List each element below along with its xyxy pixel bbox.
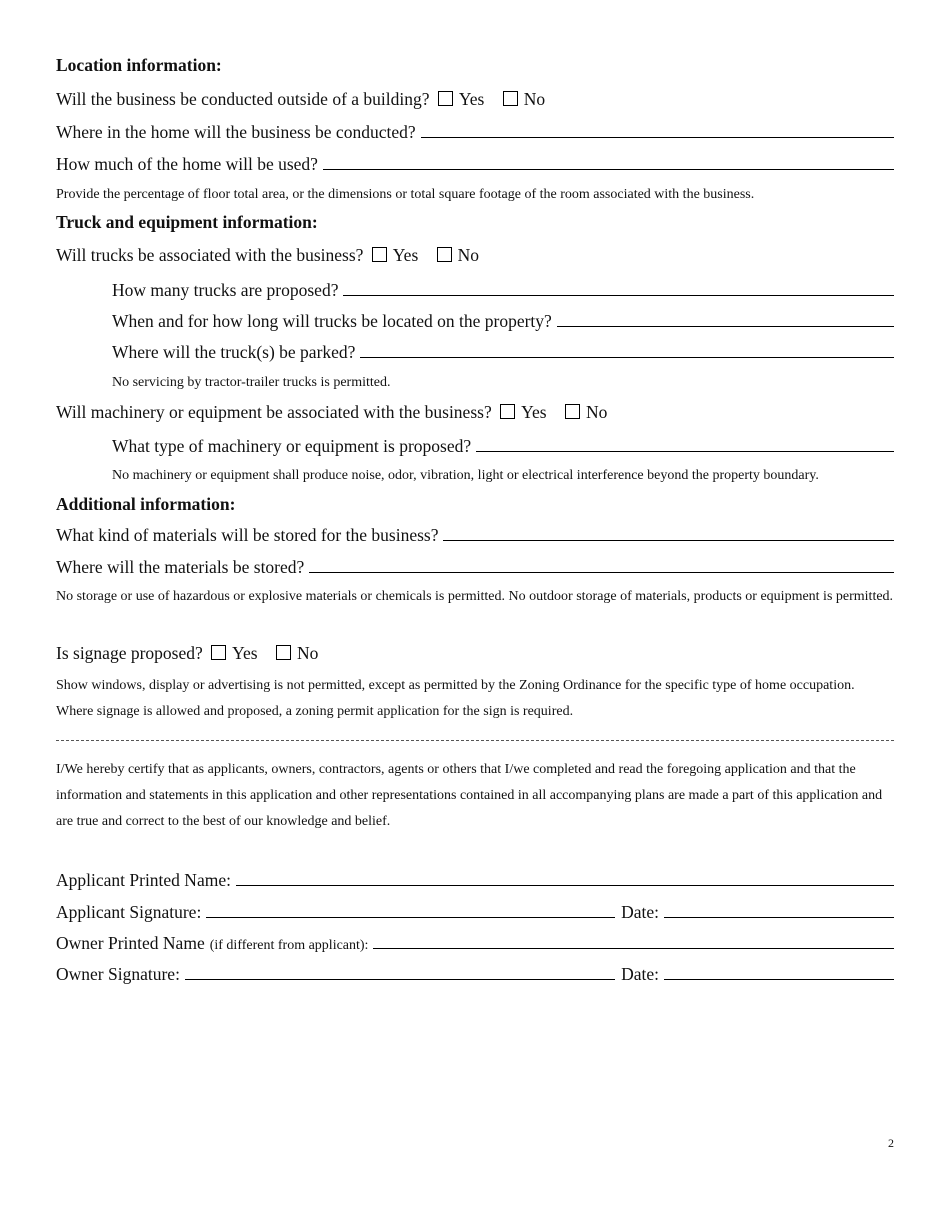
materials-stored-field[interactable] [309, 571, 894, 573]
field-label: Owner Signature: [56, 964, 180, 984]
applicant-date-field[interactable] [664, 916, 894, 918]
field-label: Applicant Signature: [56, 902, 202, 922]
when-trucks-field[interactable] [557, 325, 894, 327]
section-heading-trucks: Truck and equipment information: [56, 212, 318, 232]
checkbox-icon [565, 404, 580, 419]
question-label: Where in the home will the business be conducted? [56, 122, 416, 142]
question-signage [56, 643, 894, 664]
note-floor-area: Provide the percentage of floor total area, or the dimensions or total square footage of the room associated with the business. [56, 187, 755, 202]
materials-field[interactable] [443, 539, 894, 541]
question-when-trucks [112, 311, 894, 332]
owner-signature-field[interactable] [185, 978, 615, 980]
question-label: How many trucks are proposed? [112, 280, 339, 300]
question-machinery-type [112, 436, 894, 457]
where-home-field[interactable] [421, 136, 894, 138]
checkbox-icon [438, 91, 453, 106]
question-trucks [56, 245, 894, 266]
note-storage: No storage or use of hazardous or explosive materials or chemicals is permitted. No outdoor storage of materials, products or equipment is permitted. [56, 589, 894, 604]
checkbox-icon [211, 645, 226, 660]
section-heading-location: Location information: [56, 55, 222, 75]
question-machinery [56, 402, 894, 423]
question-label: How much of the home will be used? [56, 154, 318, 174]
question-trucks-parked [112, 342, 894, 363]
no-checkbox-signage[interactable]: No [276, 643, 318, 663]
how-much-home-field[interactable] [323, 168, 894, 170]
checkbox-icon [372, 247, 387, 262]
field-label: Date: [621, 964, 659, 984]
yes-checkbox-signage[interactable]: Yes [211, 643, 257, 663]
field-label: Owner Printed Name [56, 933, 205, 953]
yes-checkbox-trucks[interactable]: Yes [372, 245, 418, 265]
field-label: Date: [621, 902, 659, 922]
no-checkbox-outside[interactable]: No [503, 89, 545, 109]
owner-signature-row [56, 964, 894, 985]
note-signage: Show windows, display or advertising is not permitted, except as permitted by the Zoning Ordinance for the specific type of home occupation. Where signage is allowed and proposed, a zoning permit application for the sign is required. [56, 678, 855, 719]
checkbox-icon [276, 645, 291, 660]
section-heading-additional: Additional information: [56, 494, 236, 514]
question-materials-stored [56, 557, 894, 578]
no-checkbox-machinery[interactable]: No [565, 402, 607, 422]
field-label: Applicant Printed Name: [56, 870, 231, 890]
owner-printed-name-row [56, 933, 894, 954]
question-outside-building [56, 89, 894, 110]
question-materials [56, 525, 894, 546]
question-label: What kind of materials will be stored for the business? [56, 525, 439, 545]
note-servicing: No servicing by tractor-trailer trucks is permitted. [112, 375, 391, 390]
question-label: Where will the materials be stored? [56, 557, 305, 577]
field-label-note: (if different from applicant): [209, 938, 369, 953]
applicant-printed-name-field[interactable] [236, 884, 894, 886]
question-label: Will machinery or equipment be associated with the business? [56, 402, 492, 422]
question-label: When and for how long will trucks be located on the property? [112, 311, 552, 331]
applicant-signature-row [56, 902, 894, 923]
how-many-trucks-field[interactable] [343, 294, 894, 296]
owner-date-field[interactable] [664, 978, 894, 980]
question-label: Will the business be conducted outside of a building? [56, 89, 430, 109]
no-checkbox-trucks[interactable]: No [437, 245, 479, 265]
checkbox-icon [503, 91, 518, 106]
yes-checkbox-machinery[interactable]: Yes [500, 402, 546, 422]
owner-printed-name-field[interactable] [373, 947, 894, 949]
certification-statement: I/We hereby certify that as applicants, owners, contractors, agents or others that I/we completed and read the foregoing application and that the information and statements in this application and other representations contained in all accompanying plans are made a part of this application and are true and correct to the best of our knowledge and belief. [56, 762, 883, 829]
question-label: What type of machinery or equipment is proposed? [112, 436, 472, 456]
question-how-many-trucks [112, 280, 894, 301]
applicant-printed-name-row [56, 870, 894, 891]
question-label: Where will the truck(s) be parked? [112, 342, 356, 362]
checkbox-icon [437, 247, 452, 262]
checkbox-icon [500, 404, 515, 419]
page-number: 2 [888, 1136, 894, 1150]
question-label: Will trucks be associated with the business? [56, 245, 364, 265]
trucks-parked-field[interactable] [360, 356, 894, 358]
question-how-much-home [56, 154, 894, 175]
note-machinery: No machinery or equipment shall produce noise, odor, vibration, light or electrical interference beyond the property boundary. [112, 468, 819, 483]
machinery-type-field[interactable] [476, 450, 894, 452]
question-where-home [56, 122, 894, 143]
applicant-signature-field[interactable] [206, 916, 615, 918]
dashed-divider [56, 740, 894, 741]
yes-checkbox-outside[interactable]: Yes [438, 89, 484, 109]
question-label: Is signage proposed? [56, 643, 203, 663]
